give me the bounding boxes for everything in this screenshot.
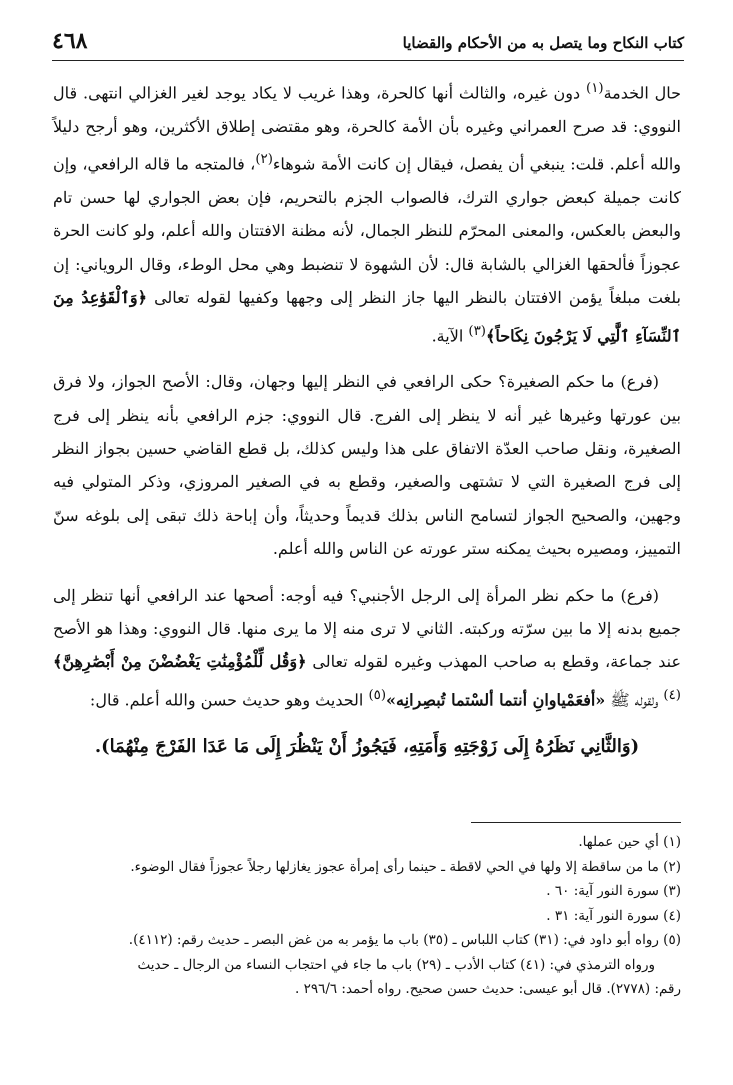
hadith-text: «أفعَمْياوانِ أنتما ألسْتما تُبصِرانِه» <box>386 690 606 710</box>
footnote-4: (٤) سورة النور آية: ٣١ . <box>546 907 681 924</box>
text: الآية. <box>431 325 469 345</box>
footnote-ref: (١) <box>585 81 604 96</box>
quran-verse: ﴿وَٱلْقَوَٰعِدُ مِنَ ٱلنِّسَآءِ ٱلَّٰتِي لَا يَرْجُونَ نِكَاحاً﴾ <box>53 288 681 345</box>
paragraph-1 <box>53 72 681 352</box>
running-title: كتاب النكاح وما يتصل به من الأحكام والقضايا <box>402 34 684 52</box>
footnote-ref: (٣) <box>468 323 486 339</box>
text: (فرع) ما حكم نظر المرأة إلى الرجل الأجنبي؟ فيه أوجه: أصحها عند الرافعي أنها تنظر إلى جميع بدنه إلا ما بين سرّته وركبته. الثاني لا ترى منه إلا ما يرى منها. قال النووي: وهذا هو الأصح عند جماعة، وقطع به صاحب المهذب وغيره لقوله تعالى <box>53 585 681 672</box>
footnote-1: (١) أي حين عملها. <box>578 834 681 850</box>
footnote-5-continued: ورواه الترمذي في: (٤١) كتاب الأدب ـ (٢٩) باب ما جاء في احتجاب النساء من الرجال ـ حديث <box>137 956 655 973</box>
matn-quote: (وَالثَّانِي نَظَرُهُ إِلَى زَوْجَتِهِ وَأَمَتِهِ، فَيَجُوزُ أَنْ يَنْظُرَ إِلَى مَا عَدَا الفَرْجَ مِنْهُمَا). <box>94 735 640 757</box>
paragraph-2 <box>53 365 681 565</box>
paragraph-3 <box>53 579 681 717</box>
footnote-3: (٣) سورة النور آية: ٦٠ . <box>546 883 681 899</box>
footnotes <box>53 830 681 1002</box>
quran-verse: ﴿وَقُل لِّلْمُؤْمِنَٰتِ يَغْضُضْنَ مِنْ أَبْصَٰرِهِنَّ﴾ <box>53 652 307 672</box>
footnote-ref: (٥) <box>368 687 387 703</box>
footnote-2: (٢) ما من ساقطة إلا ولها في الحي لاقطة ـ حينما رأى إمرأة عجوز يغازلها رجلاً عجوزاً فقال الوضوء. <box>130 858 681 875</box>
text: الحديث وهو حديث حسن والله أعلم. قال: <box>89 690 369 710</box>
text: دون غيره، والثالث أنها كالحرة، وهذا غريب لا يكاد يوجد لغير الغزالي انتهى. قال النووي: قد صرح العمراني وغيره بأن الأمة كالحرة، وهو مقتضى إطلاق الأكثرين، وهو أرجح دليلاً والله أعلم. قلت: ينبغي أن يفصل، فيقال إن كانت الأمة شوهاء <box>53 83 682 174</box>
footnote-ref: (٤) <box>663 687 681 703</box>
text: (فرع) ما حكم الصغيرة؟ حكى الرافعي في النظر إليها وجهان، وقال: الأصح الجواز، ولا فرق بين عورتها وغيرها غير أنه لا ينظر إلى الفرج. قال النووي: جزم الرافعي بأنه ينظر إلى فرج الصغيرة، ونقل صاحب العدّة الاتفاق على هذا وليس كذلك، بل قطع القاضي حسين بجواز النظر إلى فرج الصغيرة التي لا تشتهى والصغير، وقطع به في الصغير المروزي، وذكر المتولي فيه وجهين، والصحيح الجواز لتسامح الناس بذلك قديماً وحديثاً، وأن إباحة ذلك تبقى إلى بلوغه سنّ التمييز، ومصيره بحيث يمكنه ستر عورته عن الناس والله أعلم. <box>53 372 681 559</box>
footnote-separator <box>471 822 681 823</box>
page-header <box>52 28 684 61</box>
page-number: ٤٦٨ <box>52 28 88 54</box>
text: حال الخدمة <box>603 83 682 103</box>
footnote-5-end: رقم: (٢٧٧٨). قال أبو عيسى: حديث حسن صحيح. رواه أحمد: ٢٩٦/٦ . <box>294 981 681 997</box>
footnote-ref: (٢) <box>255 152 273 168</box>
text: ولقوله ﷺ <box>605 690 664 710</box>
footnote-5: (٥) رواه أبو داود في: (٣١) كتاب اللباس ـ (٣٥) باب ما يؤمر به من غض البصر ـ حديث رقم: (٤١١٢). <box>128 932 681 948</box>
text: ، فالمتجه ما قاله الرافعي، وإن كانت جميلة كبعض جواري الترك، فالصواب الجزم بالتحريم، فإن بعض الجواري لها حسن تام والبعض بالعكس، والمعنى المحرّم للنظر الجمال، لأنه مظنة الافتتان والله أعلم، ولو كانت الحرة عجوزاً فألحقها الغزالي بالشابة قال: لأن الشهوة لا تنضبط وهي محل الوطء، وقال الروياني: إن بلغت مبلغاً يؤمن الافتتان بالنظر اليها جاز النظر إلى وجهها وكفيها لقوله تعالى <box>53 154 682 308</box>
main-text <box>53 72 681 776</box>
